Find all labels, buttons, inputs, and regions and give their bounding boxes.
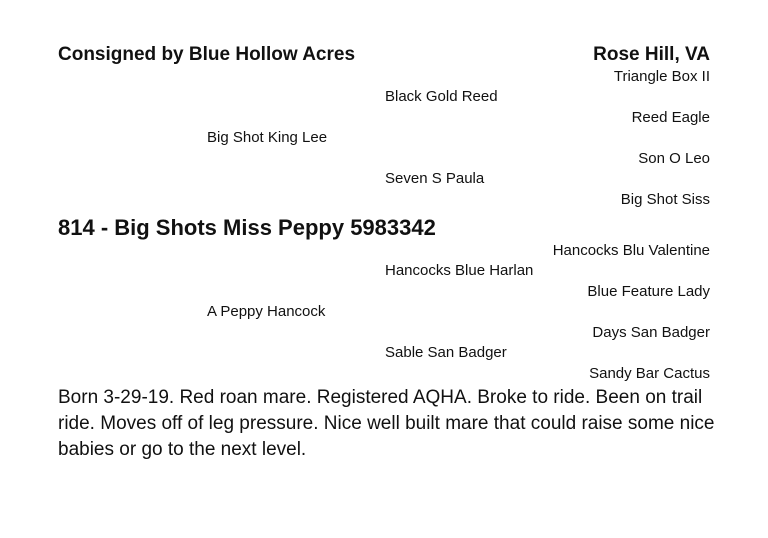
pedigree-sire: Big Shot King Lee: [207, 129, 328, 146]
pedigree-sire-dam: Seven S Paula: [385, 170, 485, 187]
pedigree-dam: A Peppy Hancock: [207, 303, 326, 320]
pedigree-dam-sire-sire: Hancocks Blu Valentine: [552, 242, 710, 259]
lot-description: Born 3-29-19. Red roan mare. Registered AQHA. Broke to ride. Been on trail ride. Moves off of leg pressure. Nice well built mare that could raise some nice babies or go to the next level.: [58, 387, 715, 460]
consignor-heading: Consigned by Blue Hollow Acres: [58, 44, 356, 65]
lot-title: 814 - Big Shots Miss Peppy 5983342: [58, 215, 436, 240]
pedigree-dam-sire-dam: Blue Feature Lady: [587, 283, 710, 300]
pedigree-sire-dam-sire: Son O Leo: [638, 150, 710, 167]
pedigree-sire-sire-dam: Reed Eagle: [631, 109, 710, 126]
pedigree-dam-dam: Sable San Badger: [385, 344, 507, 361]
pedigree-sire-sire-sire: Triangle Box II: [613, 68, 710, 85]
location-heading: Rose Hill, VA: [593, 44, 710, 65]
pedigree-dam-dam-dam: Sandy Bar Cactus: [589, 365, 710, 382]
pedigree-dam-sire: Hancocks Blue Harlan: [385, 262, 534, 279]
pedigree-dam-dam-sire: Days San Badger: [592, 324, 710, 341]
pedigree-sire-dam-dam: Big Shot Siss: [620, 191, 710, 208]
pedigree-sire-sire: Black Gold Reed: [385, 88, 498, 105]
